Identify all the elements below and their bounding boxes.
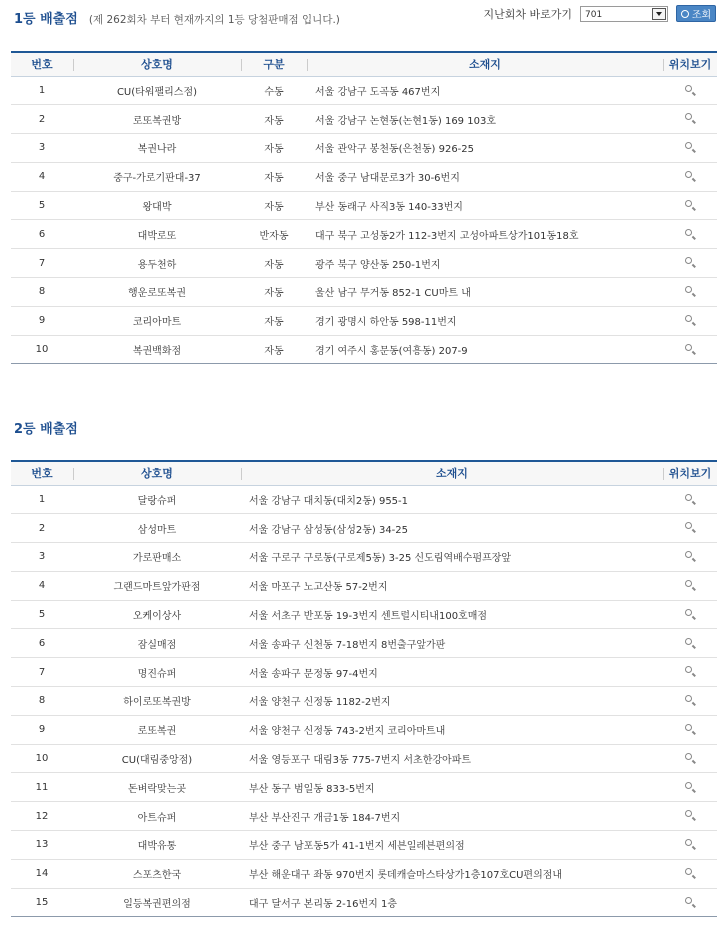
magnifier-icon[interactable]: [685, 522, 696, 533]
magnifier-icon[interactable]: [685, 142, 696, 153]
row-number: 2: [11, 105, 73, 134]
table-row: [11, 744, 717, 773]
row-number: 9: [11, 715, 73, 744]
col-header-number: 번호: [11, 461, 73, 485]
store-address: 부산 해운대구 좌동 970번지 롯데캐슬마스타상가1층107호CU편의점내: [241, 859, 663, 888]
col-header-store-name: 상호명: [73, 461, 241, 485]
round-select[interactable]: [580, 6, 668, 22]
col-header-number: 번호: [11, 52, 73, 76]
row-number: 9: [11, 306, 73, 335]
store-name: 오케이상사: [73, 600, 241, 629]
row-number: 1: [11, 485, 73, 514]
table-row: [11, 306, 717, 335]
store-address: 부산 부산진구 개금1동 184-7번지: [241, 802, 663, 831]
row-number: 4: [11, 571, 73, 600]
store-address: 서울 송파구 신천동 7-18번지 8번출구앞가판: [241, 629, 663, 658]
store-name: 로또복권: [73, 715, 241, 744]
table-row: [11, 220, 717, 249]
round-search-bar: [483, 5, 716, 22]
store-address: 대구 북구 고성동2가 112-3번지 고성아파트상가101동18호: [307, 220, 663, 249]
table-row: [11, 687, 717, 716]
magnifier-icon[interactable]: [685, 782, 696, 793]
row-number: 2: [11, 514, 73, 543]
store-name: 복권나라: [73, 134, 241, 163]
table-row: [11, 249, 717, 278]
magnifier-icon[interactable]: [685, 810, 696, 821]
magnifier-icon[interactable]: [685, 609, 696, 620]
store-address: 서울 강남구 대치동(대치2동) 955-1: [241, 485, 663, 514]
magnifier-icon[interactable]: [685, 85, 696, 96]
table-row: [11, 134, 717, 163]
table-row: [11, 715, 717, 744]
table-header-row: [11, 461, 717, 485]
table-row: [11, 773, 717, 802]
store-address: 서울 송파구 문정동 97-4번지: [241, 658, 663, 687]
location-view-cell: [663, 249, 717, 278]
table-row: [11, 105, 717, 134]
row-number: 7: [11, 249, 73, 278]
location-view-cell: [663, 162, 717, 191]
store-name: 대박로또: [73, 220, 241, 249]
location-view-cell: [663, 629, 717, 658]
store-name: 하이로또복권방: [73, 687, 241, 716]
table-row: [11, 831, 717, 860]
purchase-type: 수동: [241, 76, 307, 105]
store-name: 가로판매소: [73, 543, 241, 572]
magnifier-icon[interactable]: [685, 839, 696, 850]
row-number: 5: [11, 191, 73, 220]
store-name: 명진슈퍼: [73, 658, 241, 687]
search-icon: [681, 10, 689, 18]
chevron-down-icon[interactable]: [652, 8, 666, 20]
location-view-cell: [663, 278, 717, 307]
section-2nd-title: 2등 배출점: [14, 422, 78, 437]
table-row: [11, 629, 717, 658]
location-view-cell: [663, 543, 717, 572]
table-row: [11, 859, 717, 888]
location-view-cell: [663, 831, 717, 860]
location-view-cell: [663, 888, 717, 917]
location-view-cell: [663, 859, 717, 888]
round-select-value: 701: [585, 9, 603, 20]
row-number: 8: [11, 687, 73, 716]
row-number: 5: [11, 600, 73, 629]
magnifier-icon[interactable]: [685, 753, 696, 764]
location-view-cell: [663, 134, 717, 163]
table-row: [11, 191, 717, 220]
first-prize-table: [11, 51, 717, 364]
store-address: 서울 영등포구 대림3동 775-7번지 서초한강아파트: [241, 744, 663, 773]
section-1st-header: [14, 8, 340, 27]
magnifier-icon[interactable]: [685, 494, 696, 505]
col-header-location: 위치보기: [663, 52, 717, 76]
row-number: 3: [11, 543, 73, 572]
row-number: 13: [11, 831, 73, 860]
store-address: 서울 양천구 신정동 743-2번지 코리아마트내: [241, 715, 663, 744]
location-view-cell: [663, 658, 717, 687]
magnifier-icon[interactable]: [685, 695, 696, 706]
store-address: 서울 중구 남대문로3가 30-6번지: [307, 162, 663, 191]
store-name: 삼성마트: [73, 514, 241, 543]
magnifier-icon[interactable]: [685, 229, 696, 240]
store-address: 부산 중구 남포동5가 41-1번지 세븐일레븐편의점: [241, 831, 663, 860]
store-address: 경기 여주시 홍문동(여흥동) 207-9: [307, 335, 663, 364]
magnifier-icon[interactable]: [685, 638, 696, 649]
store-address: 서울 구로구 구로동(구로제5동) 3-25 신도림역배수펌프장앞: [241, 543, 663, 572]
table-row: [11, 162, 717, 191]
location-view-cell: [663, 105, 717, 134]
store-address: 서울 양천구 신정동 1182-2번지: [241, 687, 663, 716]
store-name: 행운로또복권: [73, 278, 241, 307]
location-view-cell: [663, 485, 717, 514]
magnifier-icon[interactable]: [685, 171, 696, 182]
row-number: 6: [11, 629, 73, 658]
magnifier-icon[interactable]: [685, 286, 696, 297]
store-name: 왕대박: [73, 191, 241, 220]
location-view-cell: [663, 220, 717, 249]
purchase-type: 자동: [241, 335, 307, 364]
magnifier-icon[interactable]: [685, 551, 696, 562]
location-view-cell: [663, 687, 717, 716]
store-name: 잠실매점: [73, 629, 241, 658]
store-address: 서울 서초구 반포동 19-3번지 센트럴시티내100호매점: [241, 600, 663, 629]
table-row: [11, 600, 717, 629]
row-number: 11: [11, 773, 73, 802]
location-view-cell: [663, 571, 717, 600]
col-header-address: 소재지: [307, 52, 663, 76]
store-name: 코리아마트: [73, 306, 241, 335]
store-address: 서울 강남구 삼성동(삼성2동) 34-25: [241, 514, 663, 543]
section-1st-note: (제 262회차 부터 현재까지의 1등 당첨판매점 입니다.): [88, 14, 340, 26]
location-view-cell: [663, 335, 717, 364]
store-name: 달랑슈퍼: [73, 485, 241, 514]
round-search-label: 지난회차 바로가기: [483, 7, 572, 21]
row-number: 4: [11, 162, 73, 191]
table-row: [11, 888, 717, 917]
purchase-type: 자동: [241, 162, 307, 191]
purchase-type: 자동: [241, 134, 307, 163]
store-address: 서울 강남구 논현동(논현1동) 169 103호: [307, 105, 663, 134]
location-view-cell: [663, 773, 717, 802]
col-header-location: 위치보기: [663, 461, 717, 485]
store-name: 스포츠한국: [73, 859, 241, 888]
row-number: 14: [11, 859, 73, 888]
search-button-label: 조회: [691, 10, 712, 21]
store-address: 서울 강남구 도곡동 467번지: [307, 76, 663, 105]
store-name: 로또복권방: [73, 105, 241, 134]
store-name: 일등복권편의점: [73, 888, 241, 917]
store-name: 용두천하: [73, 249, 241, 278]
store-name: CU(대림중앙점): [73, 744, 241, 773]
magnifier-icon[interactable]: [685, 868, 696, 879]
store-address: 부산 동구 범일동 833-5번지: [241, 773, 663, 802]
row-number: 7: [11, 658, 73, 687]
store-address: 광주 북구 양산동 250-1번지: [307, 249, 663, 278]
store-address: 부산 동래구 사직3동 140-33번지: [307, 191, 663, 220]
magnifier-icon[interactable]: [685, 257, 696, 268]
magnifier-icon[interactable]: [685, 897, 696, 908]
location-view-cell: [663, 802, 717, 831]
purchase-type: 자동: [241, 191, 307, 220]
table-row: [11, 278, 717, 307]
location-view-cell: [663, 715, 717, 744]
location-view-cell: [663, 191, 717, 220]
purchase-type: 자동: [241, 249, 307, 278]
magnifier-icon[interactable]: [685, 666, 696, 677]
store-address: 서울 관악구 봉천동(은천동) 926-25: [307, 134, 663, 163]
col-header-store-name: 상호명: [73, 52, 241, 76]
magnifier-icon[interactable]: [685, 724, 696, 735]
table-row: [11, 335, 717, 364]
section-2nd-header: [14, 418, 78, 437]
row-number: 1: [11, 76, 73, 105]
section-1st-title: 1등 배출점: [14, 12, 78, 27]
store-name: 중구-가로기판대-37: [73, 162, 241, 191]
store-address: 울산 남구 무거동 852-1 CU마트 내: [307, 278, 663, 307]
table-row: [11, 514, 717, 543]
table-header-row: [11, 52, 717, 76]
store-address: 경기 광명시 하안동 598-11번지: [307, 306, 663, 335]
row-number: 6: [11, 220, 73, 249]
col-header-address: 소재지: [241, 461, 663, 485]
magnifier-icon[interactable]: [685, 580, 696, 591]
location-view-cell: [663, 76, 717, 105]
magnifier-icon[interactable]: [685, 113, 696, 124]
table-row: [11, 658, 717, 687]
table-row: [11, 485, 717, 514]
store-name: 아트슈퍼: [73, 802, 241, 831]
location-view-cell: [663, 744, 717, 773]
purchase-type: 반자동: [241, 220, 307, 249]
store-name: 돈벼락맞는곳: [73, 773, 241, 802]
row-number: 12: [11, 802, 73, 831]
store-name: 그랜드마트앞가판점: [73, 571, 241, 600]
store-address: 대구 달서구 본리동 2-16번지 1층: [241, 888, 663, 917]
magnifier-icon[interactable]: [685, 344, 696, 355]
row-number: 10: [11, 335, 73, 364]
row-number: 3: [11, 134, 73, 163]
purchase-type: 자동: [241, 278, 307, 307]
col-header-type: 구분: [241, 52, 307, 76]
search-button[interactable]: [676, 5, 716, 22]
purchase-type: 자동: [241, 306, 307, 335]
table-row: [11, 571, 717, 600]
location-view-cell: [663, 306, 717, 335]
location-view-cell: [663, 514, 717, 543]
table-row: [11, 802, 717, 831]
second-prize-table: [11, 460, 717, 917]
row-number: 10: [11, 744, 73, 773]
table-row: [11, 543, 717, 572]
location-view-cell: [663, 600, 717, 629]
store-name: 복권백화점: [73, 335, 241, 364]
table-row: [11, 76, 717, 105]
store-name: CU(타워팰리스점): [73, 76, 241, 105]
purchase-type: 자동: [241, 105, 307, 134]
store-address: 서울 마포구 노고산동 57-2번지: [241, 571, 663, 600]
row-number: 15: [11, 888, 73, 917]
store-name: 대박유통: [73, 831, 241, 860]
row-number: 8: [11, 278, 73, 307]
magnifier-icon[interactable]: [685, 315, 696, 326]
magnifier-icon[interactable]: [685, 200, 696, 211]
